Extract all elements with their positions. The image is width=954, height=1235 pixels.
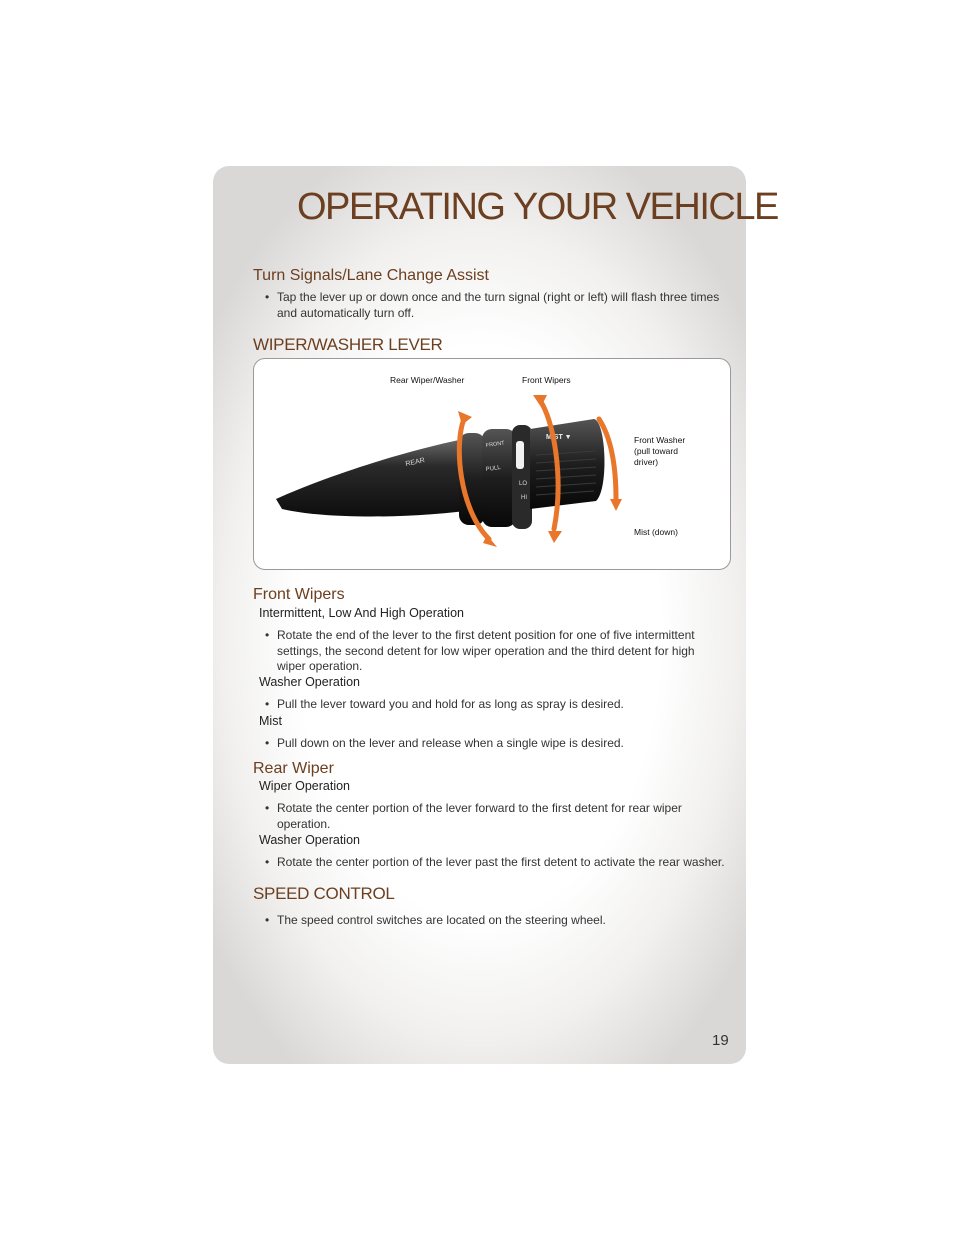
- bullet-icon: •: [265, 628, 270, 642]
- heading-speed-control: SPEED CONTROL: [253, 884, 395, 903]
- label-front-wipers: Front Wipers: [522, 375, 571, 385]
- bullet-icon: •: [265, 913, 270, 927]
- subheading-washer-operation: Washer Operation: [259, 675, 360, 689]
- wiper-lever-figure: [253, 358, 731, 570]
- lever-label-front: FRONT: [485, 440, 506, 449]
- bullet-text: Rotate the end of the lever to the first detent position for one of five intermittent: [277, 628, 695, 642]
- label-front-washer: [634, 435, 685, 468]
- bullet-text: Pull down on the lever and release when a single wipe is desired.: [277, 736, 624, 750]
- bullet-text: settings, the second detent for low wiper operation and the third detent for high: [277, 643, 695, 658]
- lever-indicator: [516, 441, 524, 469]
- bullet-icon: •: [265, 801, 270, 815]
- heading-wiper-washer-lever: WIPER/WASHER LEVER: [253, 335, 443, 354]
- bullet-text: The speed control switches are located on the steering wheel.: [277, 913, 606, 927]
- list-item: [265, 290, 731, 321]
- bullet-text: Rotate the center portion of the lever forward to the first detent for rear wiper: [277, 801, 682, 815]
- label-line: Front Washer: [634, 435, 686, 445]
- subheading-mist: Mist: [259, 714, 282, 728]
- list-item: [265, 697, 731, 713]
- label-line: (pull toward: [634, 446, 678, 456]
- label-rear-wiper-washer: Rear Wiper/Washer: [390, 375, 465, 385]
- subheading-intermittent: Intermittent, Low And High Operation: [259, 606, 464, 620]
- lever-label-hi: HI: [521, 495, 527, 501]
- bullet-text: Pull the lever toward you and hold for as long as spray is desired.: [277, 697, 624, 711]
- list-item: [265, 855, 731, 871]
- bullet-icon: •: [265, 736, 270, 750]
- page-title: OPERATING YOUR VEHICLE: [297, 186, 778, 228]
- lever-stalk: [276, 439, 480, 517]
- page-number: 19: [712, 1032, 729, 1049]
- subheading-wiper-operation: Wiper Operation: [259, 779, 351, 793]
- bullet-text: Rotate the center portion of the lever past the first detent to activate the rear washer.: [277, 855, 725, 869]
- bullet-text: and automatically turn off.: [277, 305, 415, 320]
- arrow-head-icon: [610, 499, 622, 511]
- bullet-text: Tap the lever up or down once and the turn signal (right or left) will flash three times: [277, 290, 720, 304]
- bullet-text: operation.: [277, 816, 331, 831]
- bullet-text: wiper operation.: [277, 659, 363, 674]
- list-item: [265, 801, 731, 832]
- lever-indicator-ring: [512, 425, 532, 529]
- arrow-head-icon: [548, 531, 562, 543]
- bullet-icon: •: [265, 290, 270, 304]
- lever-label-mist: MIST ▼: [546, 434, 572, 441]
- heading-rear-wiper: Rear Wiper: [253, 760, 334, 777]
- lever-label-rear: REAR: [404, 457, 426, 468]
- lever-label-pull: PULL: [485, 464, 502, 473]
- label-line: driver): [634, 457, 659, 467]
- bullet-icon: •: [265, 855, 270, 869]
- heading-front-wipers: Front Wipers: [253, 586, 345, 603]
- list-item: [265, 913, 731, 929]
- lever-label-lo: LO: [519, 481, 528, 487]
- list-item: [265, 628, 731, 675]
- heading-turn-signals: Turn Signals/Lane Change Assist: [253, 267, 489, 284]
- list-item: [265, 736, 731, 752]
- label-mist: Mist (down): [634, 527, 678, 537]
- lever-end-knob: [530, 419, 604, 509]
- subheading-rear-washer-operation: Washer Operation: [259, 833, 360, 847]
- bullet-icon: •: [265, 697, 270, 711]
